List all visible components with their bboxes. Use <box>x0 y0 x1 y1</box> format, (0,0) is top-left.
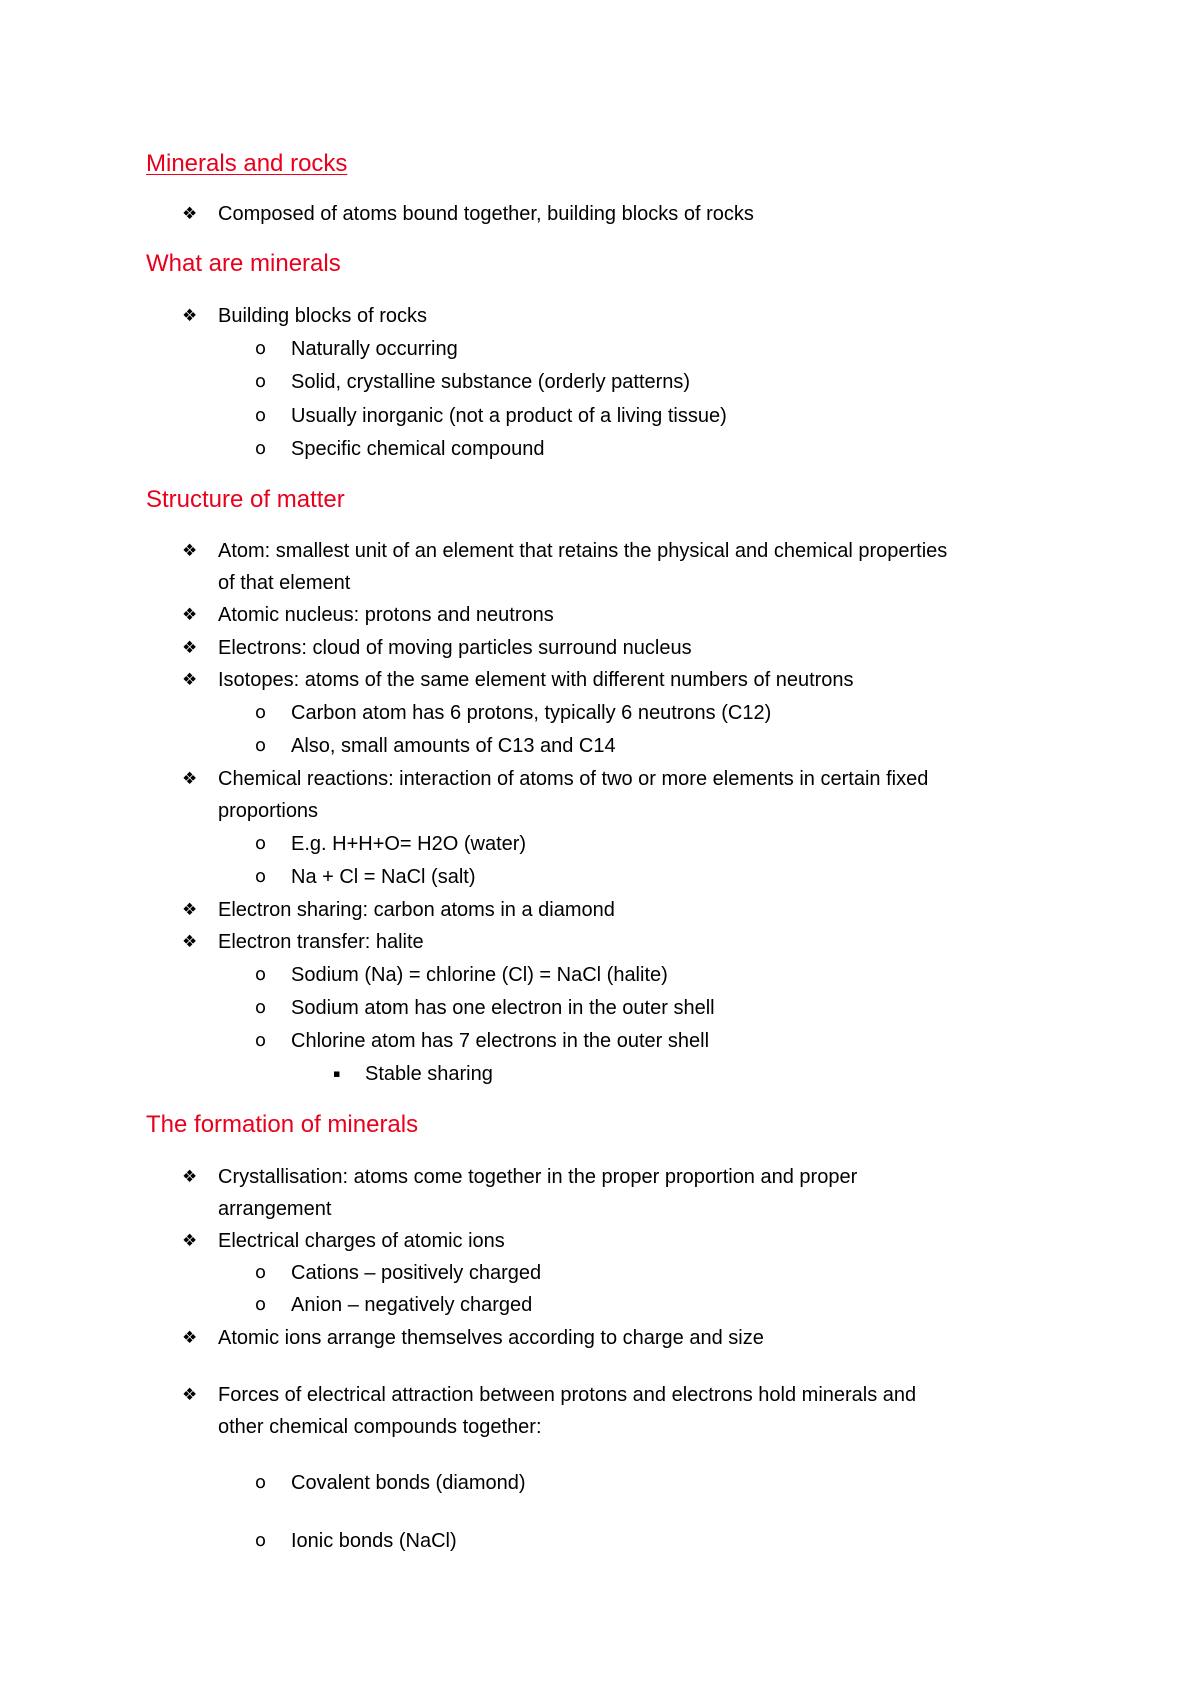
circle-bullet-icon: o <box>255 833 267 854</box>
list-subitem <box>255 1025 710 1057</box>
list-item <box>182 535 948 567</box>
diamond-bullet-icon: ❖ <box>182 1385 198 1405</box>
list-subitem <box>255 1257 542 1289</box>
list-subitem <box>255 1289 533 1321</box>
list-item-text: Naturally occurring <box>291 338 458 360</box>
list-subitem <box>255 333 458 365</box>
list-item-continuation <box>218 567 350 599</box>
list-item-text: Usually inorganic (not a product of a living tissue) <box>291 405 727 427</box>
list-item <box>182 1322 764 1354</box>
page-title: Minerals and rocks <box>146 150 348 177</box>
list-item-text: Atomic ions arrange themselves according to charge and size <box>218 1327 764 1349</box>
diamond-bullet-icon: ❖ <box>182 769 198 789</box>
circle-bullet-icon: o <box>255 997 267 1018</box>
diamond-bullet-icon: ❖ <box>182 1328 198 1348</box>
list-item-text: Atom: smallest unit of an element that retains the physical and chemical properties <box>218 540 948 562</box>
section-heading-formation: The formation of minerals <box>146 1111 419 1138</box>
list-subitem <box>255 697 772 729</box>
circle-bullet-icon: o <box>255 405 267 426</box>
circle-bullet-icon: o <box>255 964 267 985</box>
list-item-text: Chlorine atom has 7 electrons in the outer shell <box>291 1030 710 1052</box>
circle-bullet-icon: o <box>255 1530 267 1551</box>
list-item <box>182 664 854 696</box>
section-heading-minerals: What are minerals <box>146 250 341 277</box>
list-subitem <box>255 828 527 860</box>
list-item-text: Electrical charges of atomic ions <box>218 1230 505 1252</box>
list-subitem <box>255 992 715 1024</box>
diamond-bullet-icon: ❖ <box>182 932 198 952</box>
diamond-bullet-icon: ❖ <box>182 204 198 224</box>
diamond-bullet-icon: ❖ <box>182 1231 198 1251</box>
list-item-text: Specific chemical compound <box>291 438 545 460</box>
list-item-text: E.g. H+H+O= H2O (water) <box>291 833 527 855</box>
list-item-continuation <box>218 1411 542 1443</box>
list-item <box>182 763 929 795</box>
list-item-continuation <box>218 1193 331 1225</box>
diamond-bullet-icon: ❖ <box>182 306 198 326</box>
list-item-text: Electron transfer: halite <box>218 931 424 953</box>
list-item-text: Building blocks of rocks <box>218 305 427 327</box>
list-item-text: proportions <box>218 800 319 822</box>
circle-bullet-icon: o <box>255 735 267 756</box>
list-item-continuation <box>218 795 318 827</box>
list-item <box>182 1161 858 1193</box>
circle-bullet-icon: o <box>255 438 267 459</box>
list-item-text: Atomic nucleus: protons and neutrons <box>218 604 554 626</box>
square-bullet-icon: ▪ <box>333 1067 341 1080</box>
list-subitem <box>255 400 727 432</box>
list-item-text: Electron sharing: carbon atoms in a diamond <box>218 899 615 921</box>
diamond-bullet-icon: ❖ <box>182 670 198 690</box>
section-heading-structure: Structure of matter <box>146 486 345 513</box>
list-subsubitem <box>333 1058 493 1090</box>
list-subitem <box>255 1467 526 1499</box>
list-subitem <box>255 730 616 762</box>
circle-bullet-icon: o <box>255 1262 267 1283</box>
list-item-text: Sodium atom has one electron in the outer shell <box>291 997 715 1019</box>
list-item <box>182 198 754 230</box>
list-item-text: Na + Cl = NaCl (salt) <box>291 866 476 888</box>
list-item-text: Stable sharing <box>365 1063 493 1085</box>
list-item-text: Composed of atoms bound together, building blocks of rocks <box>218 203 754 225</box>
circle-bullet-icon: o <box>255 866 267 887</box>
list-item-text: Forces of electrical attraction between protons and electrons hold minerals and <box>218 1384 917 1406</box>
circle-bullet-icon: o <box>255 702 267 723</box>
list-item-text: Ionic bonds (NaCl) <box>291 1530 457 1552</box>
list-item-text: Chemical reactions: interaction of atoms of two or more elements in certain fixed <box>218 768 929 790</box>
list-item <box>182 599 554 631</box>
list-item <box>182 1225 505 1257</box>
list-item <box>182 1379 917 1411</box>
list-subitem <box>255 959 668 991</box>
list-item-text: Solid, crystalline substance (orderly patterns) <box>291 371 691 393</box>
diamond-bullet-icon: ❖ <box>182 605 198 625</box>
diamond-bullet-icon: ❖ <box>182 638 198 658</box>
list-item <box>182 632 692 664</box>
circle-bullet-icon: o <box>255 1472 267 1493</box>
diamond-bullet-icon: ❖ <box>182 1167 198 1187</box>
list-item <box>182 894 615 926</box>
list-item-text: other chemical compounds together: <box>218 1416 542 1438</box>
list-item-text: Electrons: cloud of moving particles surround nucleus <box>218 637 692 659</box>
list-item-text: Crystallisation: atoms come together in the proper proportion and proper <box>218 1166 858 1188</box>
list-item-text: Cations – positively charged <box>291 1262 542 1284</box>
list-item <box>182 926 424 958</box>
list-item-text: arrangement <box>218 1198 332 1220</box>
list-item-text: Also, small amounts of C13 and C14 <box>291 735 616 757</box>
list-subitem <box>255 366 691 398</box>
circle-bullet-icon: o <box>255 338 267 359</box>
list-item-text: Anion – negatively charged <box>291 1294 533 1316</box>
list-item-text: Covalent bonds (diamond) <box>291 1472 526 1494</box>
list-subitem <box>255 861 476 893</box>
list-subitem <box>255 1525 457 1557</box>
list-item-text: of that element <box>218 572 351 594</box>
diamond-bullet-icon: ❖ <box>182 900 198 920</box>
list-item-text: Sodium (Na) = chlorine (Cl) = NaCl (halite) <box>291 964 668 986</box>
list-subitem <box>255 433 545 465</box>
circle-bullet-icon: o <box>255 1030 267 1051</box>
list-item-text: Isotopes: atoms of the same element with different numbers of neutrons <box>218 669 854 691</box>
circle-bullet-icon: o <box>255 1294 267 1315</box>
circle-bullet-icon: o <box>255 371 267 392</box>
diamond-bullet-icon: ❖ <box>182 541 198 561</box>
list-item <box>182 300 427 332</box>
list-item-text: Carbon atom has 6 protons, typically 6 neutrons (C12) <box>291 702 772 724</box>
